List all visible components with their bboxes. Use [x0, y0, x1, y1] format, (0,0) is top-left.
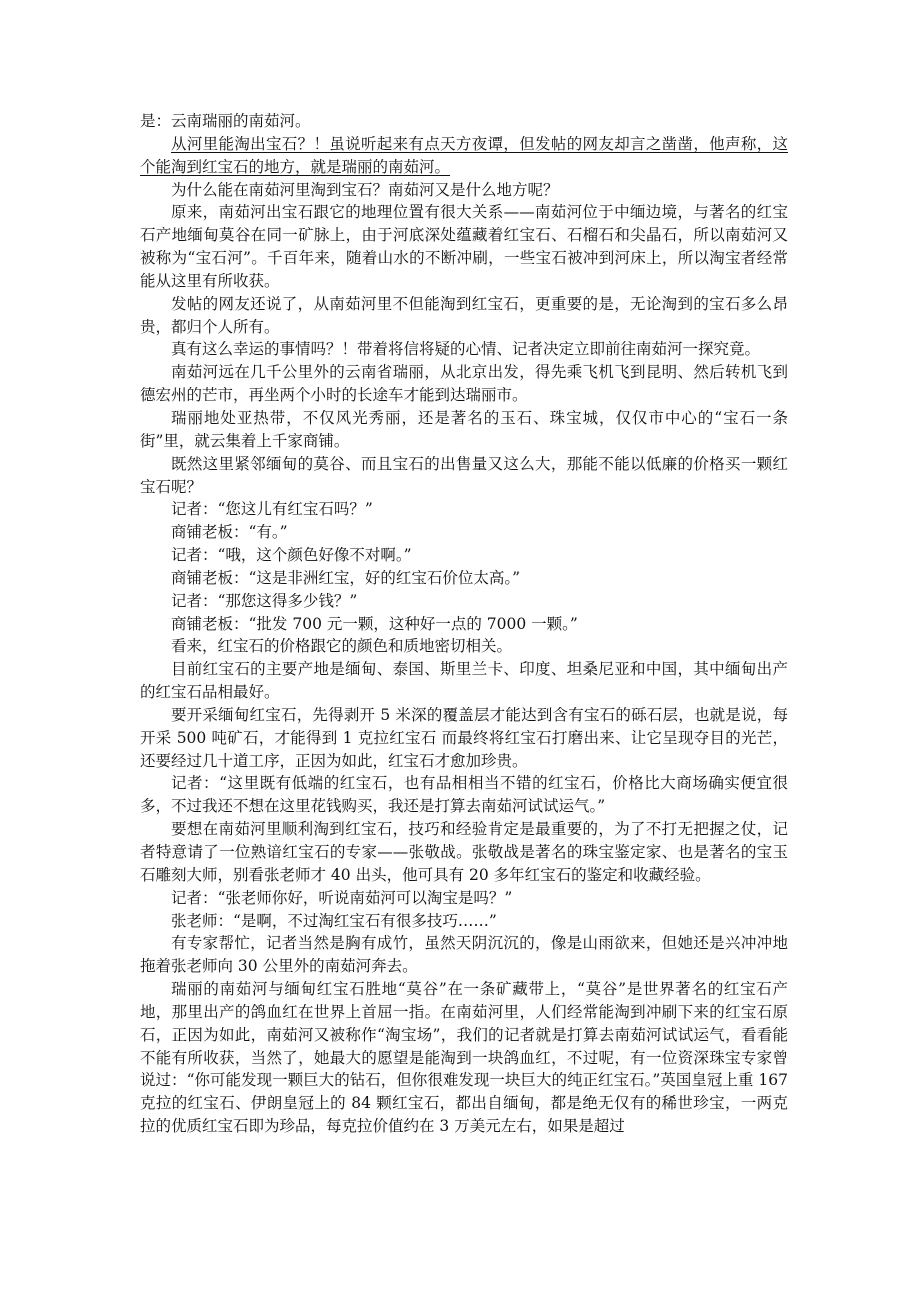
document-body: [140, 110, 788, 1138]
paragraph: 是：云南瑞丽的南茹河。: [140, 112, 311, 130]
paragraph: 瑞丽地处亚热带，不仅风光秀丽，还是著名的玉石、珠宝城，仅仅市中心的“宝石一条街”里，就云集着上千家商铺。: [140, 408, 788, 450]
underlined-paragraph: [140, 133, 788, 179]
underlined-text: 从河里能淘出宝石？！虽说听起来有点天方夜谭，但发帖的网友却言之凿凿，他声称，这个能淘到红宝石的地方，就是瑞丽的南茹河。: [140, 134, 788, 176]
paragraph: 要开采缅甸红宝石，先得剥开 5 米深的覆盖层才能达到含有宝石的砾石层，也就是说，每开采 500 吨矿石，才能得到 1 克拉红宝石 而最终将红宝石打磨出来、让它呈现夺目的光芒，还要经过几十道工序，正因为如此，红宝石才愈加珍贵。: [140, 705, 788, 770]
paragraph: 原来，南茹河出宝石跟它的地理位置有很大关系——南茹河位于中缅边境，与著名的红宝石产地缅甸莫谷在同一矿脉上，由于河底深处蕴藏着红宝石、石榴石和尖晶石，所以南茹河又被称为“宝石河”。千百年来，随着山水的不断冲刷，一些宝石被冲到河床上，所以淘宝者经常能从这里有所收获。: [140, 203, 788, 290]
paragraph: 南茹河远在几千公里外的云南省瑞丽，从北京出发，得先乘飞机飞到昆明、然后转机飞到德宏州的芒市，再坐两个小时的长途车才能到达瑞丽市。: [140, 363, 788, 405]
paragraph: 有专家帮忙，记者当然是胸有成竹，虽然天阴沉沉的，像是山雨欲来，但她还是兴冲冲地拖着张老师向 30 公里外的南茹河奔去。: [140, 934, 788, 976]
paragraph: 发帖的网友还说了，从南茹河里不但能淘到红宝石，更重要的是，无论淘到的宝石多么昂贵，都归个人所有。: [140, 294, 788, 336]
dialogue-line: 记者：“那您这得多少钱？”: [171, 591, 358, 610]
paragraph: 看来，红宝石的价格跟它的颜色和质地密切相关。: [171, 637, 513, 656]
dialogue-line: 张老师：“是啊，不过淘红宝石有很多技巧……”: [171, 911, 497, 930]
paragraph: 要想在南茹河里顺利淘到红宝石，技巧和经验肯定是最重要的，为了不打无把握之仗，记者特意请了一位熟谙红宝石的专家——张敬战。张敬战是著名的珠宝鉴定家、也是著名的宝玉石雕刻大师，别看张老师才 40 出头，他可具有 20 多年红宝石的鉴定和收藏经验。: [140, 820, 788, 884]
dialogue-line: 记者：“张老师你好，听说南茹河可以淘宝是吗？”: [171, 888, 513, 907]
dialogue-line: 商铺老板：“这是非洲红宝，好的红宝石价位太高。”: [171, 568, 521, 587]
dialogue-line: 记者：“哦，这个颜色好像不对啊。”: [171, 546, 412, 565]
paragraph: 真有这么幸运的事情吗？！带着将信将疑的心情、记者决定立即前往南茹河一探究竟。: [171, 340, 761, 359]
paragraph: 瑞丽的南茹河与缅甸红宝石胜地“莫谷”在一条矿藏带上，“莫谷”是世界著名的红宝石产地，那里出产的鸽血红在世界上首屈一指。在南茹河里，人们经常能淘到冲刷下来的红宝石原石，正因为如此，南茹河又被称作“淘宝场”，我们的记者就是打算去南茹河试试运气，看看能不能有所收获，当然了，她最大的愿望是能淘到一块鸽血红，不过呢，有一位资深珠宝专家曾说过：“你可能发现一颗巨大的钻石，但你很难发现一块巨大的纯正红宝石。”英国皇冠上重 167 克拉的红宝石、伊朗皇冠上的 84 颗红宝石，都出自缅甸，都是绝无仅有的稀世珍宝，一两克拉的优质红宝石即为珍品，每克拉价值约在 3 万美元左右，如果是超过: [140, 980, 788, 1136]
paragraph: 既然这里紧邻缅甸的莫谷、而且宝石的出售量又这么大，那能不能以低廉的价格买一颗红宝石呢？: [140, 454, 788, 496]
dialogue-line: 记者：“您这儿有红宝石吗？”: [171, 500, 373, 519]
paragraph: 为什么能在南茹河里淘到宝石？南茹河又是什么地方呢？: [171, 180, 559, 199]
dialogue-line: 商铺老板：“批发 700 元一颗，这种好一点的 7000 一颗。”: [171, 614, 578, 633]
dialogue-line: 商铺老板：“有。”: [171, 523, 288, 542]
dialogue-line: 记者：“这里既有低端的红宝石，也有品相相当不错的红宝石，价格比大商场确实便宜很多，不过我还不想在这里花钱购买，我还是打算去南茹河试试运气。”: [140, 774, 788, 816]
paragraph: 目前红宝石的主要产地是缅甸、泰国、斯里兰卡、印度、坦桑尼亚和中国，其中缅甸出产的红宝石品相最好。: [140, 660, 788, 702]
